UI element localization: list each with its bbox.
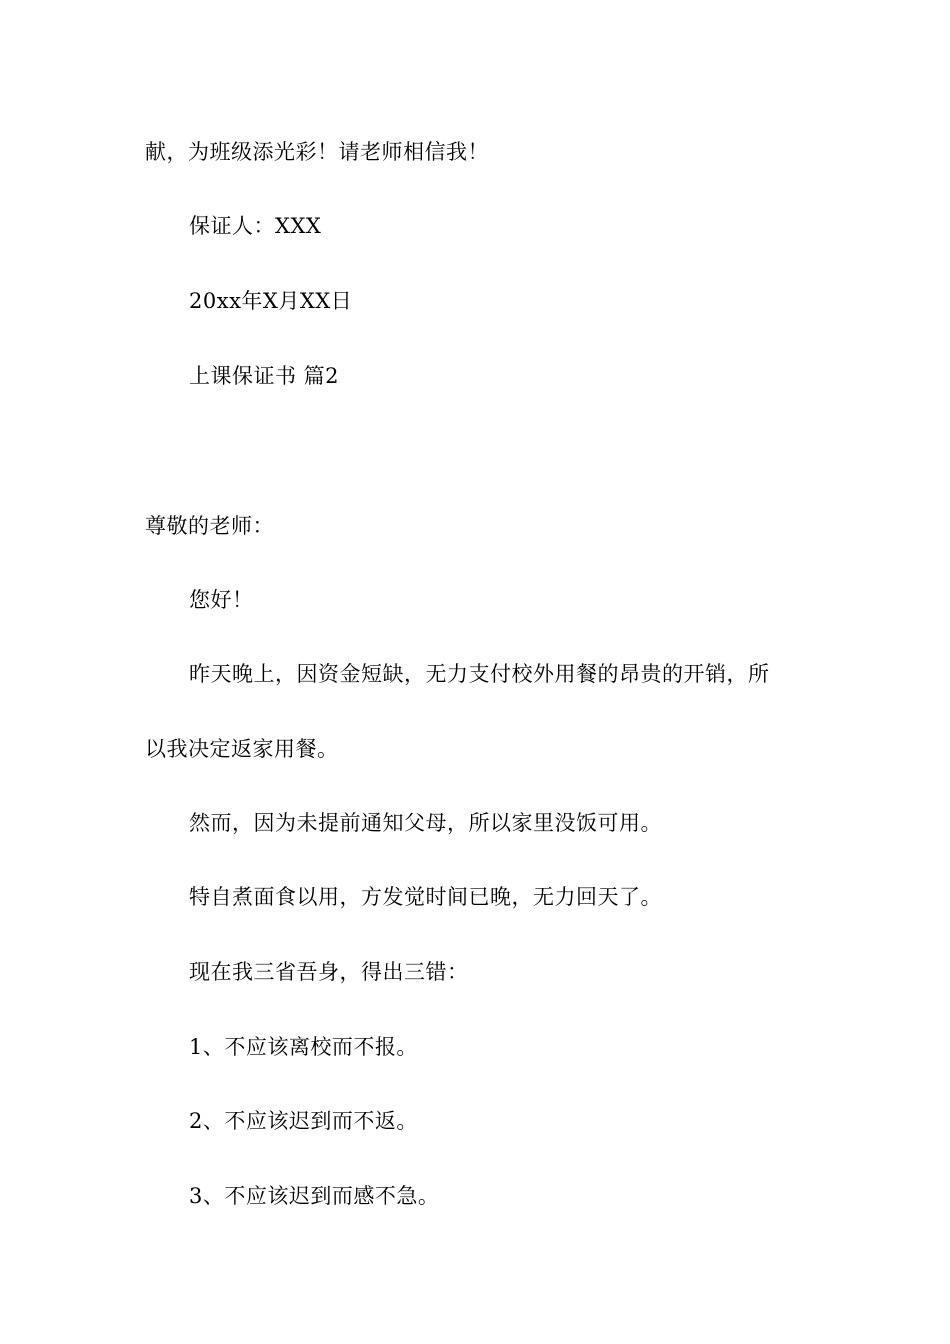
list-item: 1、不应该离校而不报。 <box>189 1035 418 1059</box>
paragraph-line: 昨天晚上，因资金短缺，无力支付校外用餐的昂贵的开销，所 <box>189 662 770 686</box>
greeting: 您好！ <box>189 588 254 612</box>
list-item: 3、不应该迟到而感不急。 <box>189 1184 440 1208</box>
paragraph-line: 现在我三省吾身，得出三错： <box>189 960 469 984</box>
section-heading: 上课保证书 篇2 <box>189 364 340 388</box>
salutation: 尊敬的老师： <box>145 514 274 538</box>
paragraph-line: 然而，因为未提前通知父母，所以家里没饭可用。 <box>189 811 662 835</box>
guarantor-line: 保证人：XXX <box>189 214 322 238</box>
paragraph-line: 以我决定返家用餐。 <box>145 737 339 761</box>
paragraph-continuation: 献，为班级添光彩！请老师相信我！ <box>145 140 489 164</box>
paragraph-line: 特自煮面食以用，方发觉时间已晚，无力回天了。 <box>189 885 662 909</box>
date-line: 20xx年X月XX日 <box>189 289 353 313</box>
list-item: 2、不应该迟到而不返。 <box>189 1109 418 1133</box>
